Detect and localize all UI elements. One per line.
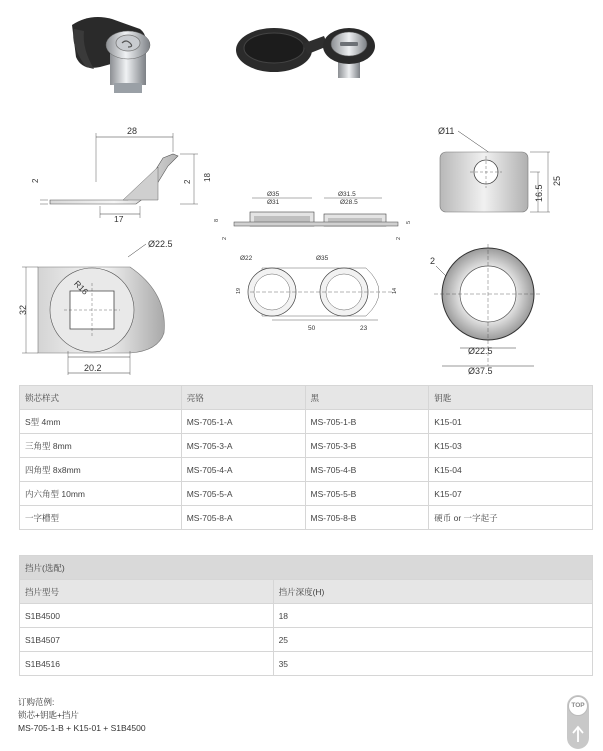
arrow-up-icon <box>571 725 585 743</box>
dim-h1: 16.5 <box>534 184 544 202</box>
table-row <box>20 652 593 676</box>
order-example-code: MS-705-1-B + K15-01 + S1B4500 <box>18 723 146 733</box>
table-cell: MS-705-8-B <box>305 506 429 530</box>
dim-h-left: 19 <box>236 287 242 294</box>
order-example-title: 订购范例: <box>18 697 55 707</box>
product-photo-lock-cover <box>232 22 382 92</box>
table-cell: MS-705-3-B <box>305 434 429 458</box>
dim-height-mid: 2 <box>183 179 192 184</box>
table-row <box>20 458 593 482</box>
table-cell: 内六角型 10mm <box>20 482 182 506</box>
table-cell: MS-705-1-B <box>305 410 429 434</box>
table-row <box>20 434 593 458</box>
dim-diameter: Ø22.5 <box>148 239 173 249</box>
header-cell: 钥匙 <box>429 386 593 410</box>
table-title: 挡片(选配) <box>20 556 593 580</box>
dim-radius: R16 <box>72 278 91 297</box>
table-cell: 三角型 8mm <box>20 434 182 458</box>
drawing-side-profile <box>28 122 223 227</box>
drawing-cylinder <box>418 120 562 220</box>
dim-d22: Ø22 <box>240 255 253 262</box>
dim-outer: Ø37.5 <box>468 366 493 376</box>
table-cell: 18 <box>273 604 592 628</box>
dim-base: 17 <box>114 214 124 224</box>
table-cell: S1B4507 <box>20 628 274 652</box>
header-cell: 锁芯样式 <box>20 386 182 410</box>
dim-height-small: 2 <box>31 178 40 183</box>
dim-d31-5: Ø31.5 <box>338 191 356 198</box>
top-label: TOP <box>568 696 588 716</box>
table-cell: MS-705-1-A <box>181 410 305 434</box>
table-cell: S1B4500 <box>20 604 274 628</box>
table-cell: 四角型 8x8mm <box>20 458 182 482</box>
table-cell: 一字槽型 <box>20 506 182 530</box>
table-title-row <box>20 556 593 580</box>
table-cell: K15-04 <box>429 458 593 482</box>
dim-wall: 2 <box>430 256 436 266</box>
table-cell: 硬币 or 一字起子 <box>429 506 593 530</box>
dim-left-h2: 2 <box>222 236 228 240</box>
table-cell: S型 4mm <box>20 410 182 434</box>
table-cell: 35 <box>273 652 592 676</box>
table-row <box>20 506 593 530</box>
dim-d31: Ø31 <box>267 199 280 206</box>
dim-len: 50 <box>308 325 316 332</box>
table-cell: MS-705-4-A <box>181 458 305 482</box>
dim-height-total: 18 <box>203 173 212 182</box>
table-row <box>20 604 593 628</box>
table-cell: S1B4516 <box>20 652 274 676</box>
drawing-plan <box>232 250 412 335</box>
drawing-ring <box>420 238 560 378</box>
table-cell: MS-705-4-B <box>305 458 429 482</box>
dim-right-h1: 5 <box>406 220 412 224</box>
dim-left-h1: 8 <box>214 218 220 222</box>
table-cell: MS-705-3-A <box>181 434 305 458</box>
header-cell: 黑 <box>305 386 429 410</box>
drawing-front-view <box>18 233 188 378</box>
dim-d35-plan: Ø35 <box>316 255 329 262</box>
drawing-section <box>210 182 415 247</box>
dim-right-h2: 2 <box>396 236 402 240</box>
table-header-row <box>20 580 593 604</box>
table-cell: K15-03 <box>429 434 593 458</box>
header-cell: 亮铬 <box>181 386 305 410</box>
table-cell: MS-705-5-B <box>305 482 429 506</box>
header-cell: 挡片型号 <box>20 580 274 604</box>
table-cell: 25 <box>273 628 592 652</box>
order-example <box>18 696 146 735</box>
dim-h2: 25 <box>552 175 562 186</box>
table-cell: MS-705-5-A <box>181 482 305 506</box>
dim-d35: Ø35 <box>267 191 280 198</box>
back-to-top-button[interactable] <box>567 695 589 749</box>
header-cell: 挡片深度(H) <box>273 580 592 604</box>
table-row <box>20 410 593 434</box>
dim-offset: 23 <box>360 325 368 332</box>
table-header-row <box>20 386 593 410</box>
dim-hole: Ø11 <box>438 126 455 136</box>
dim-width: 28 <box>127 126 138 136</box>
tongue-table <box>19 555 593 676</box>
table-row <box>20 482 593 506</box>
product-photo-lock <box>60 5 170 100</box>
table-cell: K15-07 <box>429 482 593 506</box>
dim-inner: Ø22.5 <box>468 346 493 356</box>
dim-h-right: 14 <box>392 287 398 294</box>
table-row <box>20 628 593 652</box>
order-example-formula: 锁芯+钥匙+挡片 <box>18 710 79 720</box>
table-cell: MS-705-8-A <box>181 506 305 530</box>
dim-width-front: 20.2 <box>84 363 102 373</box>
lock-spec-table <box>19 385 593 530</box>
dim-d28-5: Ø28.5 <box>340 199 358 206</box>
table-cell: K15-01 <box>429 410 593 434</box>
dim-height: 32 <box>18 304 28 315</box>
